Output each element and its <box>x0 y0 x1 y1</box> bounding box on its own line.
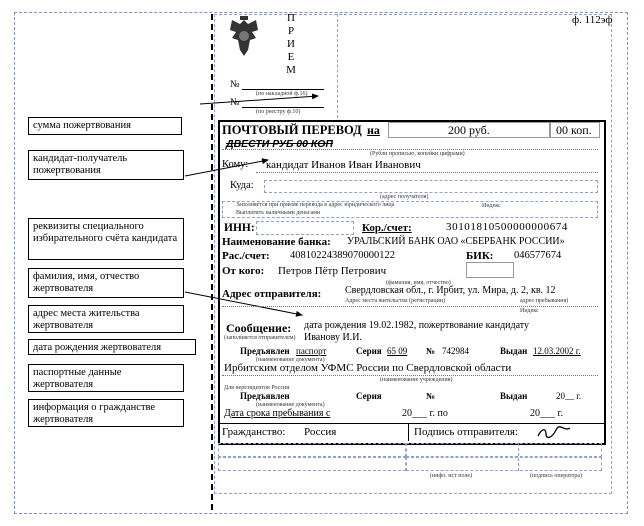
priem-letter: П <box>287 12 295 24</box>
bik-value[interactable]: 046577674 <box>514 250 562 261</box>
bik-label: БИК: <box>466 250 494 262</box>
legal-entity-note-2: Выплатить наличными деньгами <box>236 210 321 216</box>
number-value[interactable]: 742984 <box>442 346 469 356</box>
sender-label: От кого: <box>222 265 265 277</box>
sender-address-label: Адрес отправителя: <box>222 288 322 300</box>
callout-passport-data: паспортные данные жертвователя <box>28 364 184 392</box>
stay-date-end: 20___ г. <box>530 408 563 419</box>
komu-label: Кому: <box>222 159 249 170</box>
sender-address-line <box>222 306 598 307</box>
message-line-2[interactable]: Иванову И.И. <box>304 332 362 343</box>
number-label-2b: № <box>426 391 436 401</box>
citizenship-value[interactable]: Россия <box>304 426 337 438</box>
number-label-2: № <box>230 97 240 108</box>
stay-date-label: Дата срока пребывания с <box>224 408 331 419</box>
issued-by-line <box>222 375 598 376</box>
priem-letter: М <box>286 64 296 76</box>
callout-donation-amount: сумма пожертвования <box>28 117 182 135</box>
legal-entity-note-1: Заполняется при приеме перевода в адрес юридического лица <box>236 202 395 208</box>
priem-letter: И <box>287 38 295 50</box>
amount-kop: 00 коп. <box>556 123 592 137</box>
message-sub: (заполняется отправителем) <box>224 335 296 341</box>
number-label: № <box>426 346 436 356</box>
signature-icon <box>536 424 572 440</box>
series-label-2: Серия <box>356 391 382 401</box>
bank-value[interactable]: УРАЛЬСКИЙ БАНК ОАО «СБЕРБАНК РОССИИ» <box>347 236 565 247</box>
amount-words-sub: (Рубли прописью, копейки цифрами) <box>370 151 465 157</box>
komu-value[interactable]: кандидат Иванов Иван Иванович <box>266 159 421 171</box>
form-code: ф. 112эф <box>572 14 613 26</box>
footer-divider <box>518 443 519 471</box>
amount-rub: 200 руб. <box>448 123 490 137</box>
stay-date-mid: 20___ г. по <box>402 408 448 419</box>
kuda-sub: (адрес получателя) <box>380 194 429 200</box>
document-sub: (наименование документа) <box>256 357 325 363</box>
bottom-cell-2 <box>406 443 602 457</box>
inn-box[interactable] <box>256 221 354 235</box>
account-label: Рас./счет: <box>222 250 270 262</box>
priem-letter: Е <box>287 51 295 63</box>
issued-value-2[interactable]: 20__ г. <box>556 391 582 401</box>
kor-label: Кор./счет: <box>362 222 412 234</box>
kuda-box[interactable] <box>264 180 598 193</box>
sender-address-value[interactable]: Свердловская обл., г. Ирбит, ул. Мира, д. 2, кв. 12 <box>345 285 556 296</box>
presented-value[interactable]: паспорт <box>296 346 327 356</box>
sender-code-box <box>466 262 514 278</box>
message-line-1[interactable]: дата рождения 19.02.1982, пожертвование кандидату <box>304 320 530 331</box>
index-label-2: Индекс <box>520 308 539 314</box>
komu-line <box>256 172 598 173</box>
document-sub-2: (наименование документа) <box>256 402 325 408</box>
sender-signature-label: Подпись отправителя: <box>414 426 518 438</box>
issued-value[interactable]: 12.03.2002 г. <box>533 346 581 356</box>
nonresident-label: Для нерезидентов России <box>224 385 290 391</box>
amount-words-line <box>222 149 598 150</box>
series-value[interactable]: 65 09 <box>387 346 408 356</box>
number-sub-1: (по накладной ф.16) <box>256 91 308 97</box>
priem-letter: Р <box>287 25 295 37</box>
message-label: Сообщение: <box>226 321 292 335</box>
issued-by-value[interactable]: Ирбитским отделом УФМС России по Свердловской области <box>224 362 512 374</box>
citizenship-label: Гражданство: <box>222 426 286 438</box>
kuda-label: Куда: <box>230 180 254 191</box>
number-sub-2: (по реестру ф.10) <box>256 109 301 115</box>
callout-donor-name: фамилия, имя, отчество жертвователя <box>28 268 184 298</box>
issued-by-sub: (наименование учреждения) <box>380 377 453 383</box>
callout-account-details: реквизиты специального избирательного счёта кандидата <box>28 218 184 260</box>
inn-label: ИНН: <box>224 222 255 234</box>
sender-address-sub: Адрес места жительства (регистрации) <box>345 298 446 304</box>
issued-label: Выдан <box>500 346 528 356</box>
footer-label-2: (подпись оператора) <box>530 473 582 479</box>
issued-label-2: Выдан <box>500 391 528 401</box>
sender-sub: (фамилия, имя, отчество) <box>386 280 451 286</box>
index-label: Индекс <box>482 203 501 209</box>
series-label: Серия <box>356 346 382 356</box>
amount-words: ДВЕСТИ РУБ 00 КОП <box>226 138 333 150</box>
callout-citizenship: информация о гражданстве жертвователя <box>28 399 184 427</box>
presented-label-2: Предъявлен <box>240 391 290 401</box>
account-value[interactable]: 40810224389070000122 <box>290 250 395 261</box>
bottom-cell-4 <box>406 457 602 471</box>
sender-value[interactable]: Петров Пётр Петрович <box>278 265 387 277</box>
callout-donor-address: адрес места жительства жертвователя <box>28 305 184 333</box>
sender-address-sub-2: адрес пребывания) <box>520 298 569 304</box>
callout-candidate-recipient: кандидат-получатель пожертвования <box>28 150 184 180</box>
number-label-1: № <box>230 79 240 90</box>
bank-label: Наименование банка: <box>222 236 331 248</box>
bottom-cell-3 <box>218 457 406 471</box>
callout-donor-birthdate: дата рождения жертвователя <box>28 339 196 355</box>
footer-label-1: (инфо. ист поле) <box>430 473 473 479</box>
kor-value[interactable]: 30101810500000000674 <box>446 221 568 233</box>
presented-label: Предъявлен <box>240 346 290 356</box>
form-na: на <box>367 123 380 137</box>
citizenship-divider <box>408 424 409 441</box>
form-title: ПОЧТОВЫЙ ПЕРЕВОД <box>222 123 362 137</box>
bottom-cell-1 <box>218 443 406 457</box>
